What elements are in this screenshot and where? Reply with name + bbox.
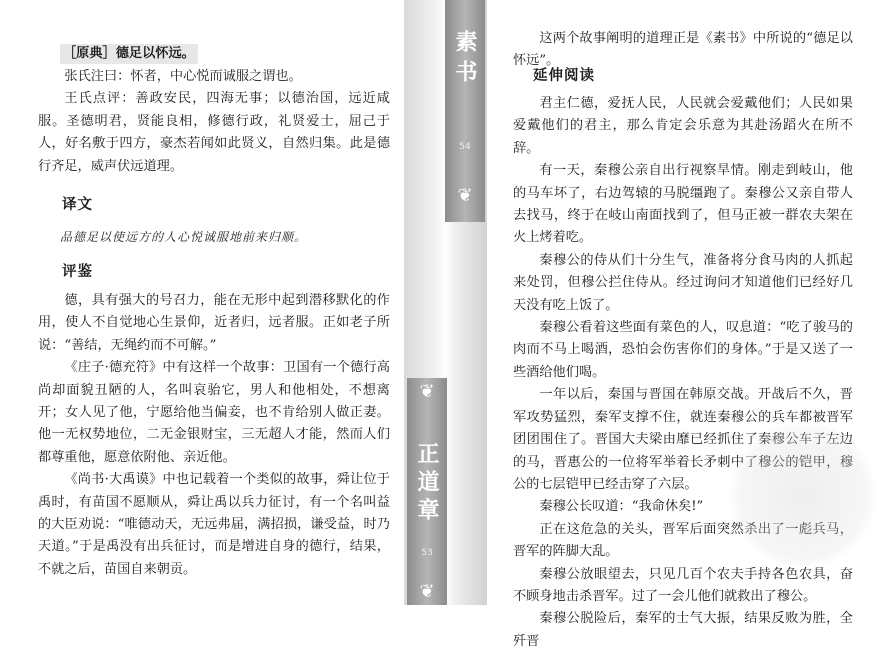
bottom-chapter-band [407,378,447,605]
page-number-left: 53 [421,548,433,558]
story-paragraph: 有一天，秦穆公亲自出行视察旱情。刚走到岐山，他的马车坏了，右边驾辕的马脱缰跑了。秦穆公又亲自带人去找马，终于在岐山南面找到了，但马正被一群农夫架在火上烤着吃。 [513,163,853,246]
translation-heading: 译文 [62,196,93,213]
commentary-paragraph: 《尚书·大禹谟》中也记载着一个类似的故事，舜让位于禹时，有苗国不愿顺从，舜让禹以兵力征讨，有一个名叫益的大臣劝说：“唯德动天，无远弗届，满招损，谦受益，时乃天道。”于是禹没有出兵征讨，而是增进自身的德行，结果，不就之后，苗国自来朝贡。 [38,472,390,577]
commentary-paragraph: 德，具有强大的号召力，能在无形中起到潜移默化的作用，使人不自觉地心生景仰，近者归，远者服。正如老子所说：“善结，无绳约而不可解。” [38,293,390,353]
chapter-title: 正道章 [414,442,440,526]
top-chapter-band [445,0,485,222]
story-paragraph: 秦穆公长叹道：“我命休矣!” [539,499,704,515]
right-page [487,0,889,649]
translation-text: 品德足以使远方的人心悦诚服地前来归顺。 [60,230,308,244]
story-paragraph: 秦穆公脱险后，秦军的士气大振，结果反败为胜，全歼晋 [513,611,853,649]
original-text-label: ［原典］德足以怀远。 [60,44,198,64]
swirl-ornament-icon: ❦ [419,381,435,402]
story-paragraph: 秦穆公放眼望去，只见几百个农夫手持各色农具，奋不顾身地击杀晋军。过了一会儿他们就救出了穆公。 [513,566,853,604]
swirl-ornament-icon: ❦ [419,581,435,602]
left-page [0,0,404,605]
zhang-annotation: 张氏注曰：怀者，中心悦而诚服之谓也。 [64,69,302,84]
extended-reading-heading: 延伸阅读 [533,67,595,84]
story-paragraph: 秦穆公看着这些面有菜色的人，叹息道：“吃了骏马的肉而不马上喝酒，恐怕会伤害你们的身体。”于是又送了一些酒给他们喝。 [513,320,853,380]
page-number-right: 54 [459,142,471,152]
commentary-block [38,290,390,581]
book-title: 素书 [452,30,478,90]
swirl-ornament-icon: ❦ [457,185,473,206]
wang-commentary: 王氏点评：善政安民，四海无事；以德治国，远近咸服。圣德明君，贤能良相，修德行政，礼贤爱士，屈己于人，好名敷于四方，豪杰若闻如此贤义，自然归集。此是德行齐足，威声伏远道理。 [38,91,390,174]
original-text-block [38,66,390,178]
commentary-paragraph: 《庄子·德充符》中有这样一个故事：卫国有一个德行高尚却面貌丑陋的人，名叫哀骀它，男人和他相处，不想离开；女人见了他，宁愿给他当偏妾，也不肯给别人做正妻。他一无权势地位，二无金银财宝，三无超人才能，然而人们都尊重他，愿意依附他、亲近他。 [38,360,390,465]
intro-paragraph: 这两个故事阐明的道理正是《素书》中所说的“德足以怀远”。 [513,31,853,69]
story-paragraph: 秦穆公的侍从们十分生气，准备将分食马肉的人抓起来处罚，但穆公拦住侍从。经过询问才知道他们已经好几天没有吃上饭了。 [513,252,853,313]
commentary-heading: 评鉴 [62,263,93,280]
story-paragraph: 一年以后，秦国与晋国在韩原交战。开战后不久，晋军攻势猛烈，秦军支撑不住，就连秦穆公的兵车都被晋军团团围住了。晋国大夫梁由靡已经抓住了秦穆公车子左边的马，晋惠公的一位将军举着长矛刺中了穆公的铠甲，穆公的七层铠甲已经击穿了六层。 [513,387,853,492]
story-paragraph: 君主仁德，爱抚人民，人民就会爱戴他们；人民如果爱戴他们的君主，那么肯定会乐意为其赴汤蹈火在所不辞。 [513,96,853,156]
story-paragraph: 正在这危急的关头，晋军后面突然杀出了一彪兵马，晋军的阵脚大乱。 [513,521,853,560]
extended-reading-block [513,93,853,653]
